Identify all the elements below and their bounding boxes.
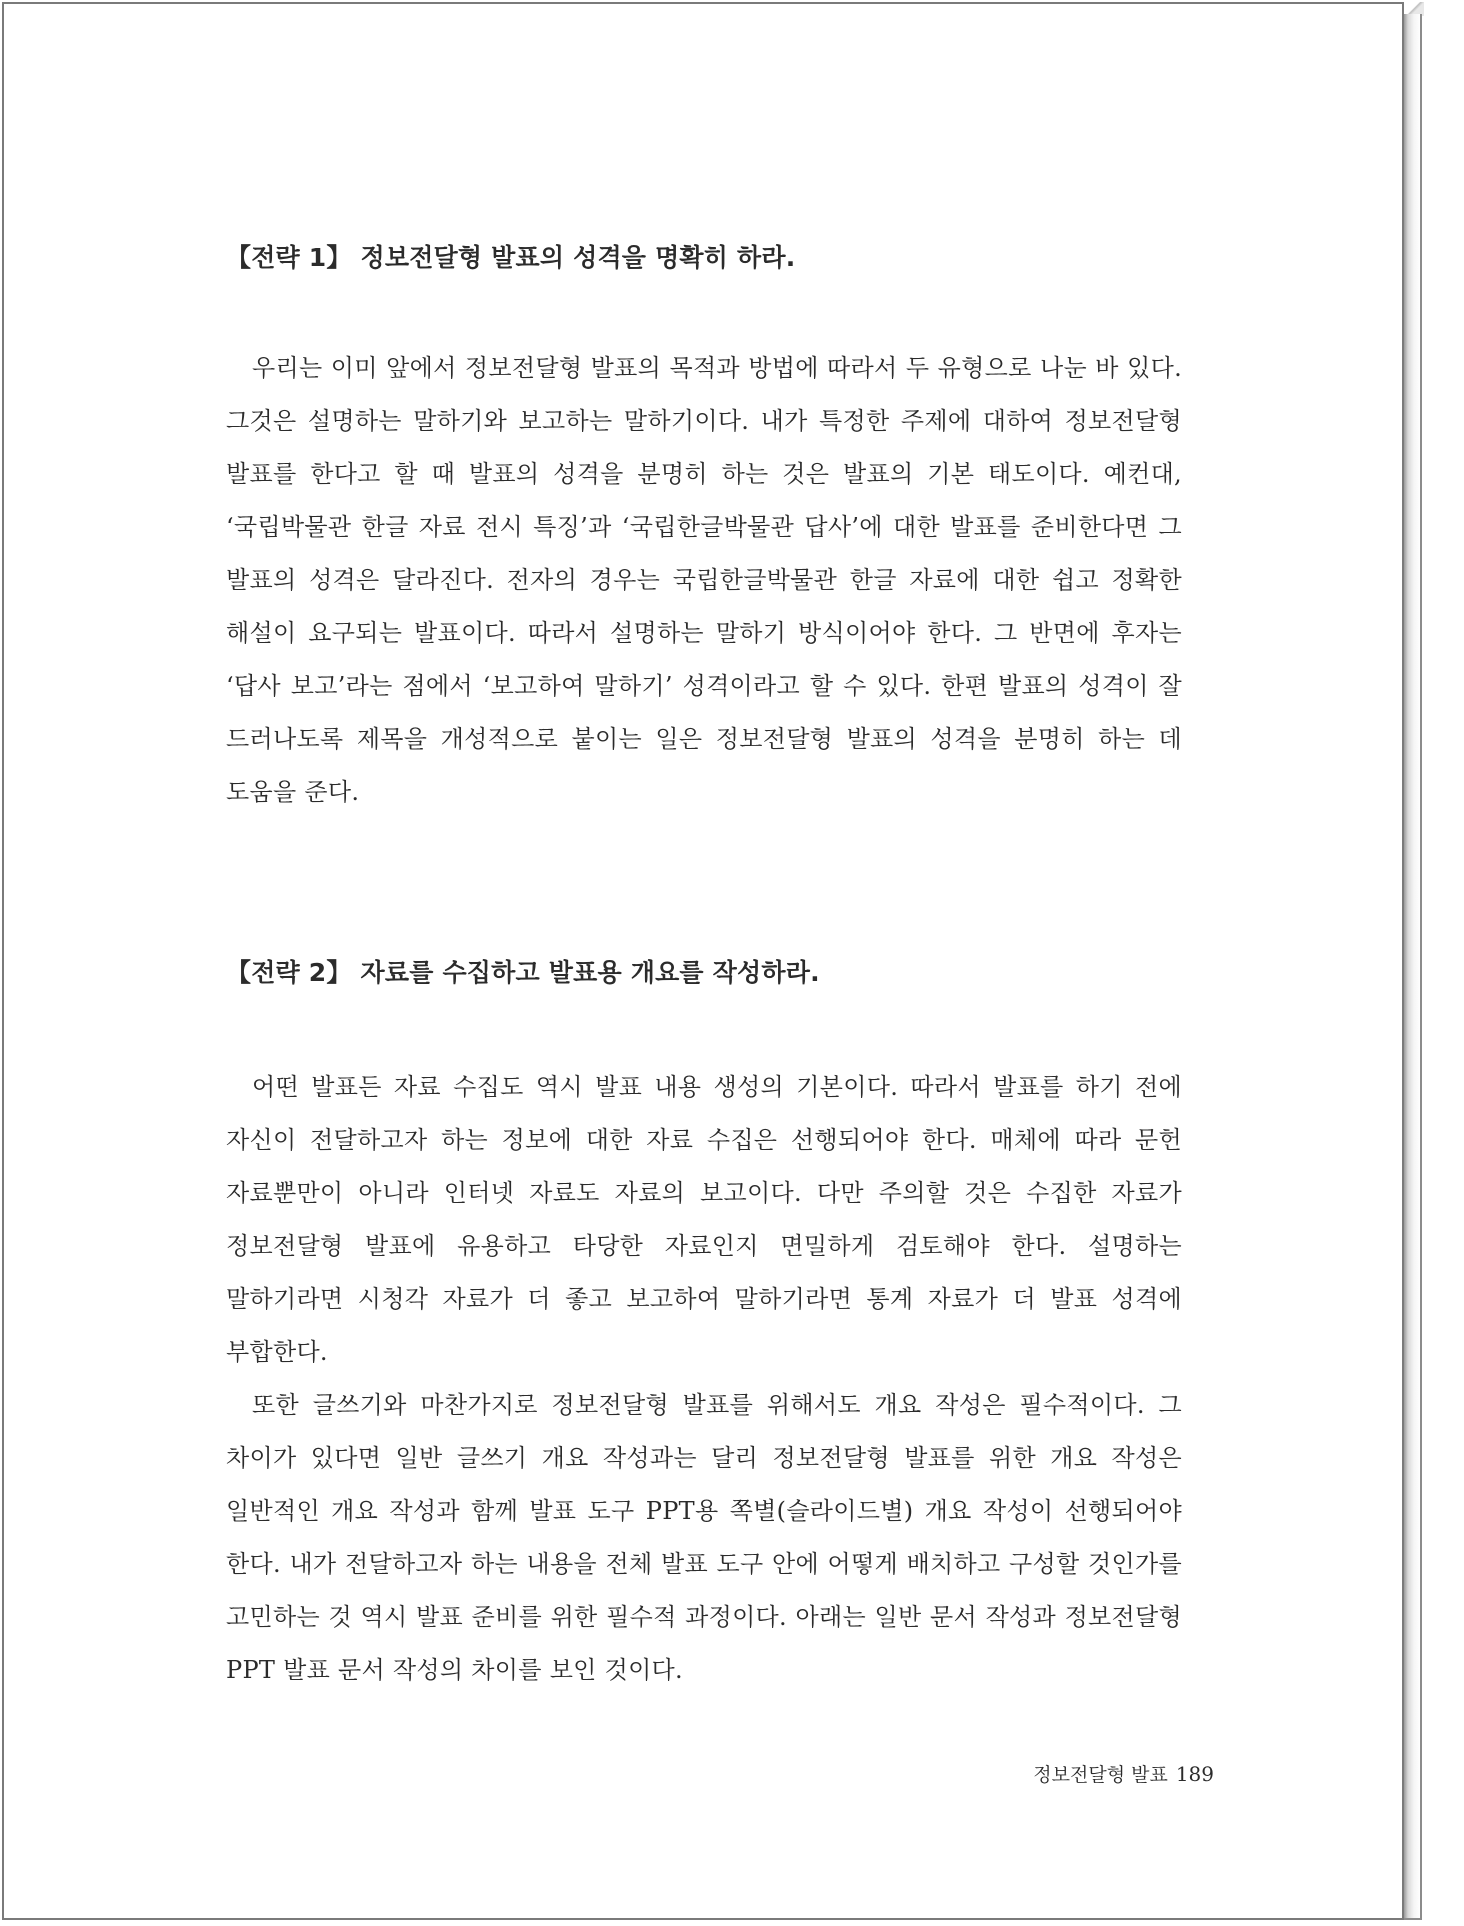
paragraph: 어떤 발표든 자료 수집도 역시 발표 내용 생성의 기본이다. 따라서 발표를 하기 전에 자신이 전달하고자 하는 정보에 대한 자료 수집은 선행되어야 한다. 매체에 따라 문헌 자료뿐만이 아니라 인터넷 자료도 자료의 보고이다. 다만 주의할 것은 수집한 자료가 정보전달형 발표에 유용하고 타당한 자료인지 면밀하게 검토해야 한다. 설명하는 말하기라면 시청각 자료가 더 좋고 보고하여 말하기라면 통계 자료가 더 발표 성격에 부합한다. — [226, 1073, 1182, 1366]
section-body-strategy-2 — [226, 1061, 1182, 1697]
paragraph: 또한 글쓰기와 마찬가지로 정보전달형 발표를 위해서도 개요 작성은 필수적이다. 그 차이가 있다면 일반 글쓰기 개요 작성과는 달리 정보전달형 발표를 위한 개요 작성은 일반적인 개요 작성과 함께 발표 도구 PPT용 쪽별(슬라이드별) 개요 작성이 선행되어야 한다. 내가 전달하고자 하는 내용을 전체 발표 도구 안에 어떻게 배치하고 구성할 것인가를 고민하는 것 역시 발표 준비를 위한 필수적 과정이다. 아래는 일반 문서 작성과 정보전달형 PPT 발표 문서 작성의 차이를 보인 것이다. — [226, 1391, 1182, 1684]
paragraph: 우리는 이미 앞에서 정보전달형 발표의 목적과 방법에 따라서 두 유형으로 나눈 바 있다. 그것은 설명하는 말하기와 보고하는 말하기이다. 내가 특정한 주제에 대하여 정보전달형 발표를 한다고 할 때 발표의 성격을 분명히 하는 것은 발표의 기본 태도이다. 예컨대, ‘국립박물관 한글 자료 전시 특징’과 ‘국립한글박물관 답사’에 대한 발표를 준비한다면 그 발표의 성격은 달라진다. 전자의 경우는 국립한글박물관 한글 자료에 대한 쉽고 정확한 해설이 요구되는 발표이다. 따라서 설명하는 말하기 방식이어야 한다. 그 반면에 후자는 ‘답사 보고’라는 점에서 ‘보고하여 말하기’ 성격이라고 할 수 있다. 한편 발표의 성격이 잘 드러나도록 제목을 개성적으로 붙이는 일은 정보전달형 발표의 성격을 분명히 하는 데 도움을 준다. — [226, 354, 1182, 806]
section-body-strategy-1 — [226, 342, 1182, 819]
page-stack-edge — [1404, 14, 1422, 1920]
page — [2, 2, 1404, 1920]
page-number: 189 — [1175, 1762, 1214, 1786]
page-footer — [1004, 1760, 1214, 1787]
page-body — [226, 236, 1182, 1697]
section-heading-strategy-1: 【전략 1】 정보전달형 발표의 성격을 명확히 하라. — [226, 243, 796, 272]
running-title: 정보전달형 발표 — [1033, 1764, 1168, 1786]
section-heading-strategy-2: 【전략 2】 자료를 수집하고 발표용 개요를 작성하라. — [226, 958, 820, 987]
